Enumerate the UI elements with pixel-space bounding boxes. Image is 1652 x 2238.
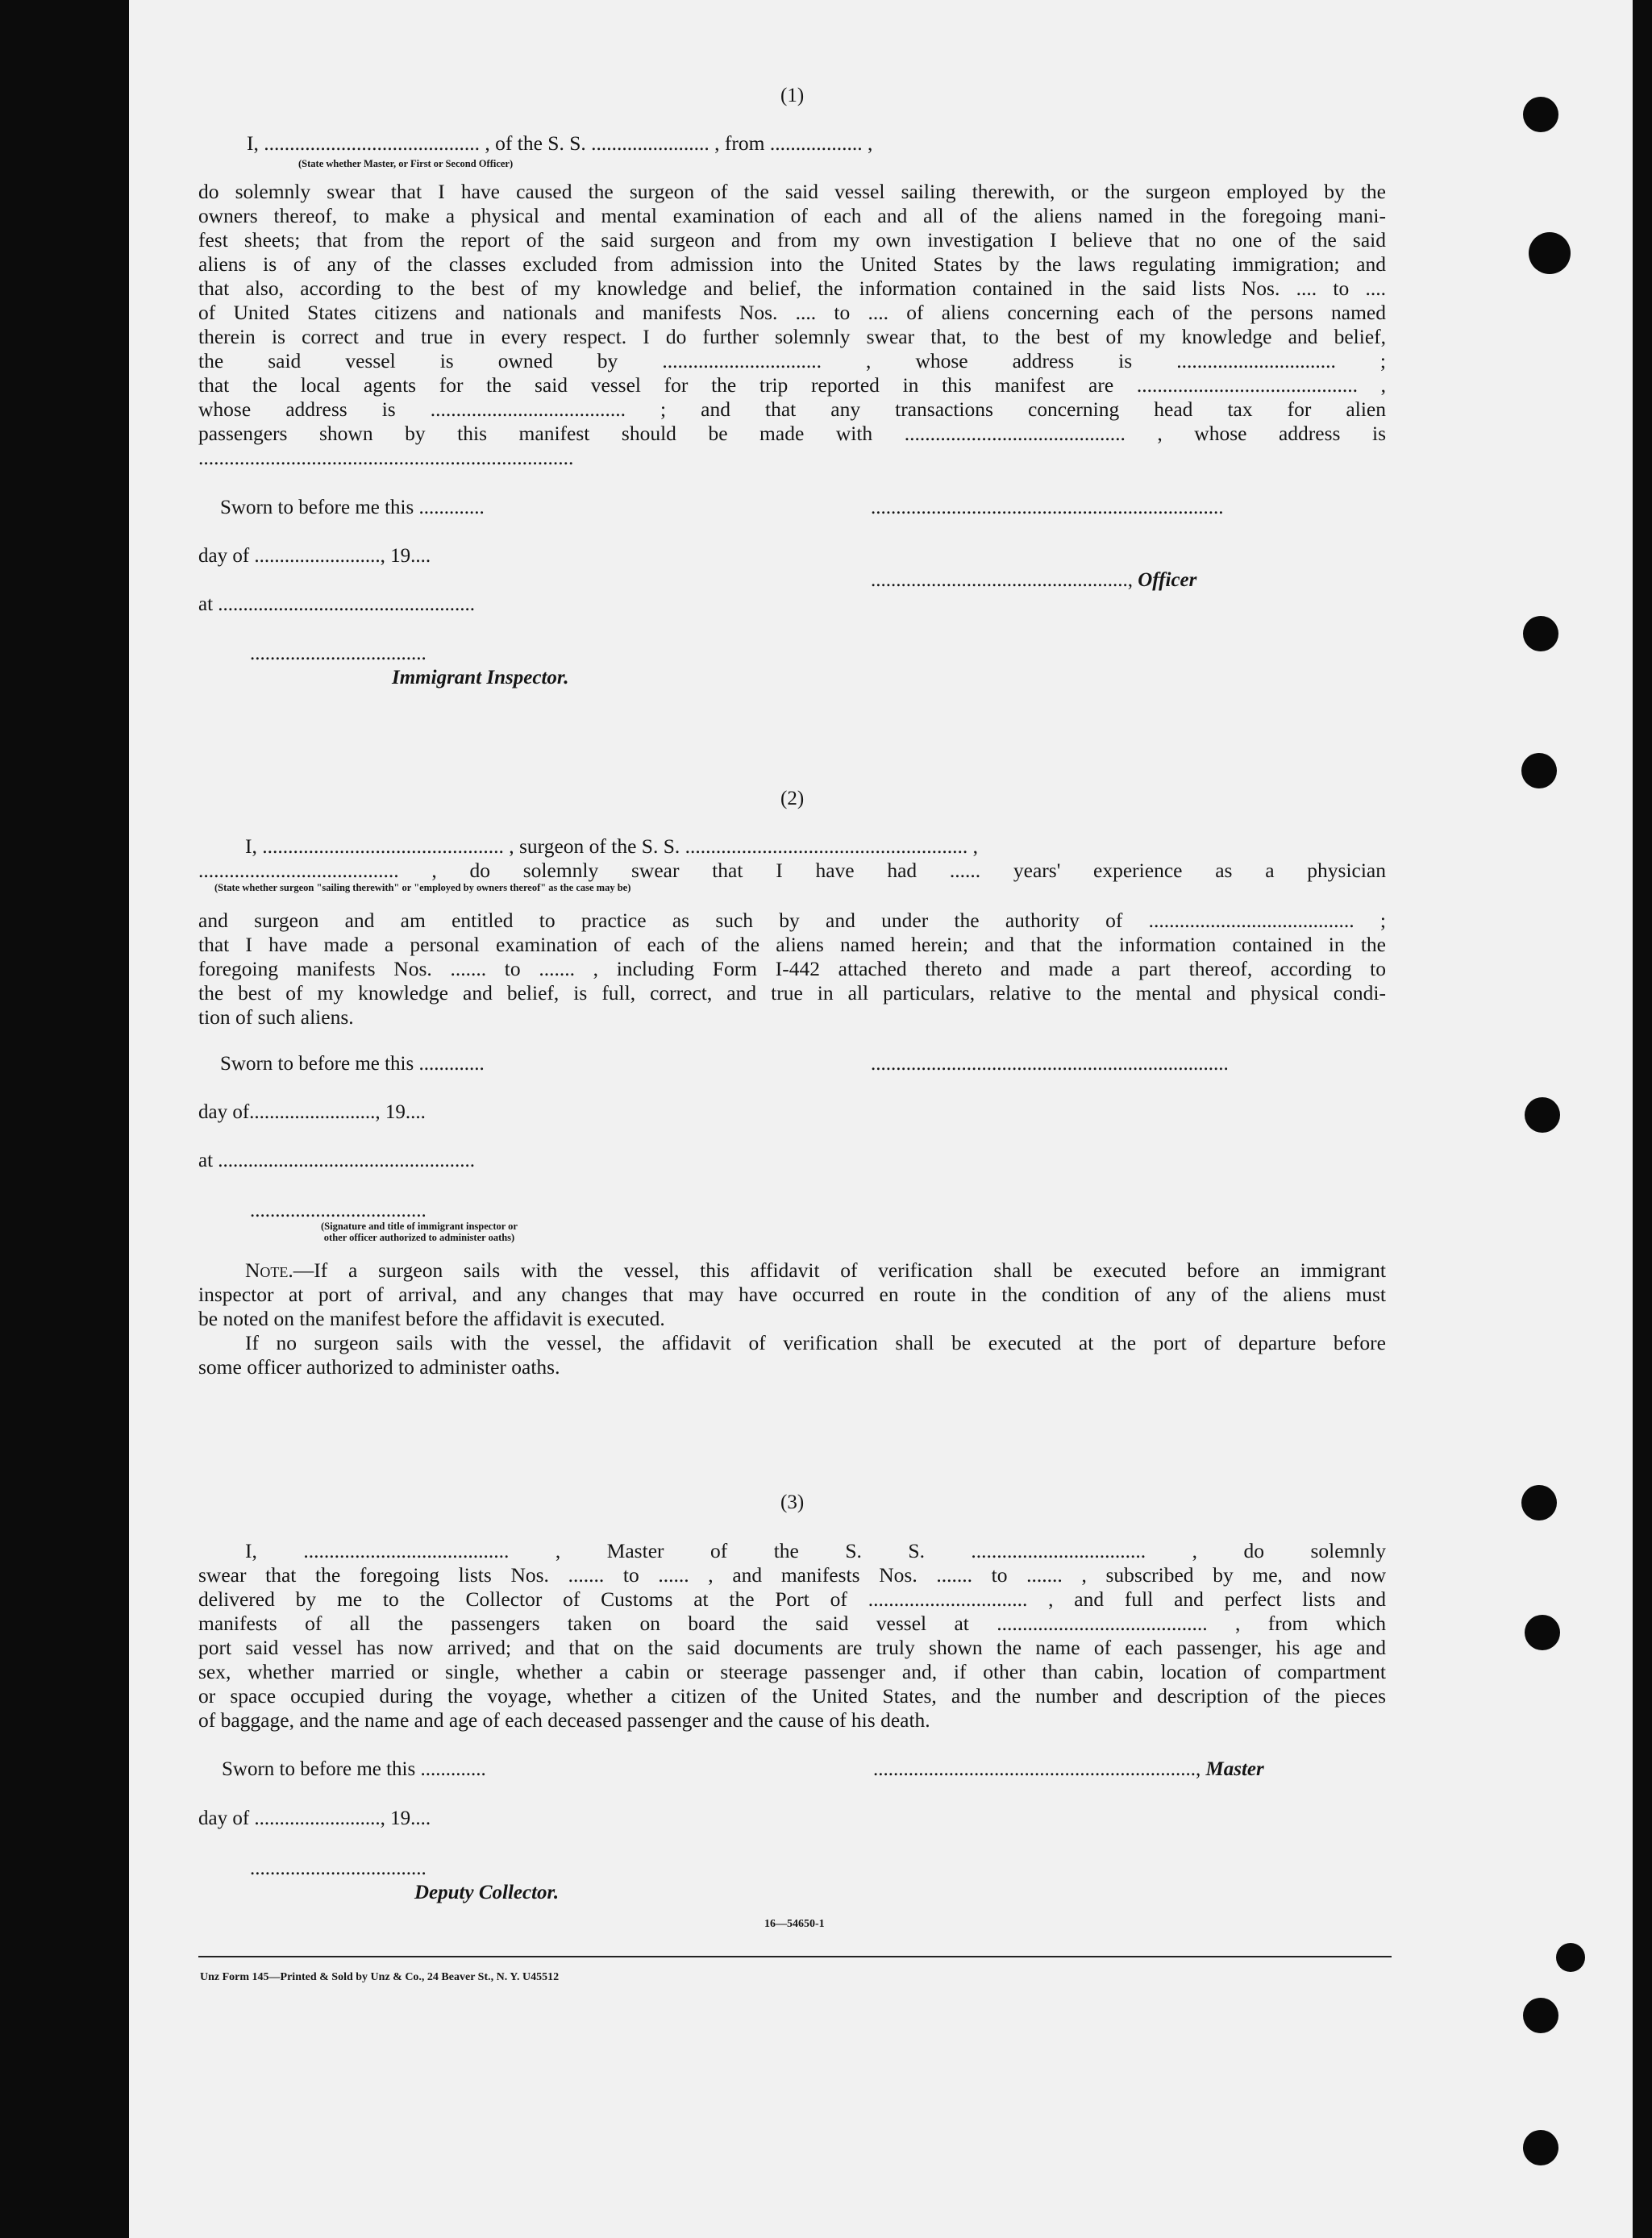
signature-line-right-2: ....................................................................... — [871, 1053, 1229, 1075]
text-line: tion of such aliens. — [198, 1005, 354, 1029]
text-line: swear that the foregoing lists Nos. ....... to ...... , and manifests Nos. ....... to ....... , subscribed by me, and now — [198, 1563, 1386, 1587]
binder-hole — [1523, 2130, 1558, 2165]
text-line: or space occupied during the voyage, whether a citizen of the United States, and the number and description of the pieces — [198, 1684, 1386, 1708]
day-of-line-3: day of ........................., 19.... — [198, 1807, 431, 1829]
text-line: that I have made a personal examination of each of the aliens named herein; and that the information contained in the — [198, 933, 1386, 956]
section-3-number: (3) — [780, 1491, 805, 1513]
binder-hole — [1523, 97, 1558, 132]
section-1-number: (1) — [780, 85, 805, 106]
binder-hole — [1521, 753, 1557, 788]
collector-signature-line: ................................... — [250, 1857, 427, 1879]
text-line: foregoing manifests Nos. ....... to ....... , including Form I-442 attached thereto and made a part thereof, according to — [198, 957, 1386, 980]
text-line: delivered by me to the Collector of Customs at the Port of ............................... , and full and perfect lists and — [198, 1587, 1386, 1611]
printer-imprint: Unz Form 145—Printed & Sold by Unz & Co., 24 Beaver St., N. Y. U45512 — [200, 1971, 560, 1983]
text-line: and surgeon and am entitled to practice as such by and under the authority of ........................................ ; — [198, 909, 1386, 932]
binder-hole — [1523, 616, 1558, 651]
officer-signature — [871, 568, 1196, 593]
footer-rule — [198, 1956, 1392, 1957]
text-line: the best of my knowledge and belief, is full, correct, and true in all particulars, relative to the mental and physical condi- — [198, 981, 1386, 1005]
day-of-line-1: day of ........................., 19.... — [198, 545, 431, 567]
at-line-2: at ................................................... — [198, 1150, 476, 1171]
note-paragraph — [198, 1258, 1386, 1379]
master-line: ................................................................, — [873, 1758, 1206, 1780]
text-line: I, ........................................ , Master of the S. S. .................................. , do solemnly — [245, 1539, 1386, 1562]
sworn-line-3: Sworn to before me this ............. — [222, 1758, 486, 1780]
section-2-opening — [198, 834, 1386, 883]
text-line: that also, according to the best of my knowledge and belief, the information contained in the said lists Nos. .... to .... — [198, 277, 1386, 300]
note-line: inspector at port of arrival, and any changes that may have occurred en route in the condition of any of the aliens must — [198, 1283, 1386, 1306]
note-line: If no surgeon sails with the vessel, the affidavit of verification shall be executed at the port of departure before — [245, 1331, 1386, 1354]
signature-caption-2: other officer authorized to administer oaths) — [323, 1232, 515, 1243]
master-caption: (State whether Master, or First or Second Officer) — [298, 158, 514, 169]
text-line: that the local agents for the said vessel for the trip reported in this manifest are ........................................... , — [198, 373, 1386, 397]
note-line: some officer authorized to administer oaths. — [198, 1355, 560, 1379]
master-label: Master — [1205, 1758, 1264, 1780]
master-signature — [873, 1758, 1264, 1782]
text-line: therein is correct and true in every respect. I do further solemnly swear that, to the best of my knowledge and belief, — [198, 325, 1386, 348]
sworn-line-2: Sworn to before me this ............. — [220, 1053, 485, 1075]
text-line: owners thereof, to make a physical and mental examination of each and all of the aliens named in the foregoing mani- — [198, 204, 1386, 227]
inspector-signature-line-2: ................................... — [250, 1200, 427, 1221]
day-of-line-2: day of........................., 19.... — [198, 1101, 426, 1123]
text-line: the said vessel is owned by ............................... , whose address is ............................... ; — [198, 349, 1386, 372]
section-3-body — [198, 1539, 1386, 1733]
officer-label: Officer — [1138, 569, 1197, 591]
note-line — [198, 1258, 1386, 1283]
section-1-opening — [198, 131, 1386, 156]
section-1-opening-line: I, .......................................... , of the S. S. ....................... , from .................. , — [247, 131, 873, 155]
text-line: sex, whether married or single, whether a cabin or steerage passenger and, if other than cabin, location of compartment — [198, 1660, 1386, 1683]
form-number: 16—54650-1 — [764, 1918, 825, 1930]
collector-label: Deputy Collector. — [414, 1882, 560, 1903]
section-2-line-2: ....................................... , do solemnly swear that I have had ...... years' experience as a physician — [198, 859, 1386, 882]
officer-line: ..................................................., — [871, 569, 1138, 591]
binder-hole — [1529, 232, 1571, 274]
text-line: ......................................................................... — [198, 446, 574, 469]
signature-line-right-1: ...................................................................... — [871, 497, 1224, 518]
section-2-opening-line: I, ............................................... , surgeon of the S. S. ....................................................... , — [245, 834, 979, 858]
signature-caption-1: (Signature and title of immigrant inspector or — [321, 1221, 518, 1232]
text-line: port said vessel has now arrived; and that on the said documents are truly shown the name of each passenger, his age and — [198, 1636, 1386, 1659]
text-line: do solemnly swear that I have caused the surgeon of the said vessel sailing therewith, or the surgeon employed by the — [198, 180, 1386, 203]
text-line: manifests of all the passengers taken on board the said vessel at ......................................... , from which — [198, 1612, 1386, 1635]
text-line: fest sheets; that from the report of the said surgeon and from my own investigation I believe that no one of the said — [198, 228, 1386, 252]
sworn-line-1: Sworn to before me this ............. — [220, 497, 485, 518]
text-line: of baggage, and the name and age of each deceased passenger and the cause of his death. — [198, 1708, 930, 1732]
text-line: of United States citizens and nationals and manifests Nos. .... to .... of aliens concerning each of the persons named — [198, 301, 1386, 324]
text-line: whose address is ...................................... ; and that any transactions concerning head tax for alien — [198, 397, 1386, 421]
note-line: be noted on the manifest before the affidavit is executed. — [198, 1307, 665, 1330]
text-line: passengers shown by this manifest should be made with ........................................... , whose address is — [198, 422, 1386, 445]
section-2-body — [198, 909, 1386, 1030]
inspector-label: Immigrant Inspector. — [392, 667, 569, 688]
surgeon-caption: (State whether surgeon "sailing therewith" or "employed by owners thereof" as the case may be) — [214, 882, 631, 893]
binder-hole — [1556, 1943, 1585, 1972]
inspector-signature-line: ................................... — [250, 643, 427, 664]
binder-hole — [1525, 1615, 1560, 1650]
at-line-1: at ................................................... — [198, 593, 476, 615]
binder-hole — [1521, 1485, 1557, 1520]
binder-hole — [1523, 1998, 1558, 2033]
section-2-number: (2) — [780, 788, 805, 809]
text-line: aliens is of any of the classes excluded from admission into the United States by the laws regulating immigration; and — [198, 252, 1386, 276]
note-label: Note. — [245, 1258, 293, 1282]
note-text: —If a surgeon sails with the vessel, this affidavit of verification shall be executed before an immigrant — [293, 1258, 1386, 1282]
section-1-body — [198, 180, 1386, 470]
binder-hole — [1525, 1097, 1560, 1133]
